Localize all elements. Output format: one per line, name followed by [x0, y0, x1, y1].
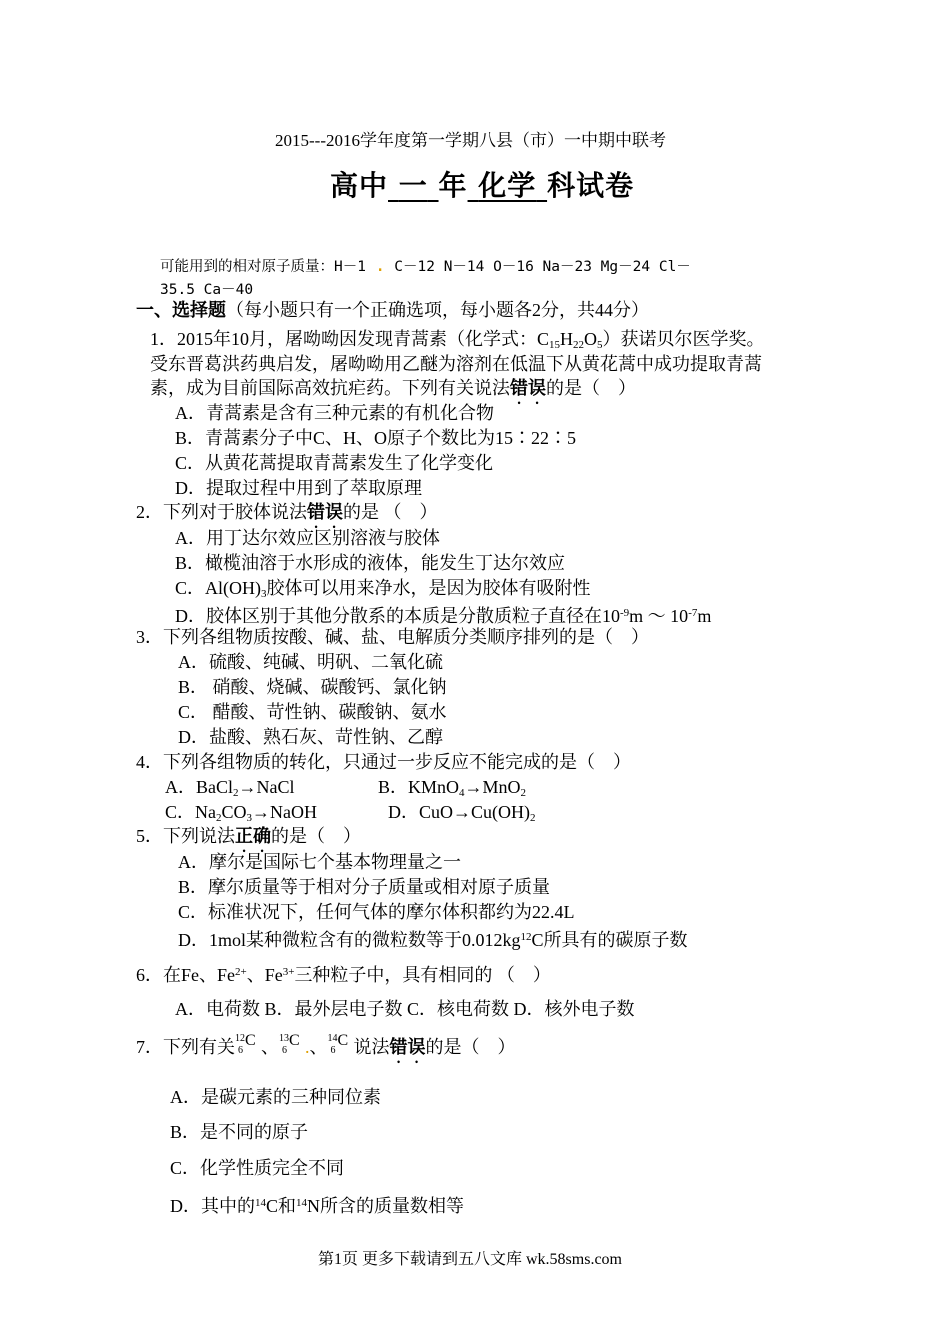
q1-stem-line1: 1．2015年10月，屠呦呦因发现青蒿素（化学式：$C_{15}H_{22}O_5$）获诺贝尔医学奖。: [150, 329, 765, 351]
exam-subtitle: 2015---2016学年度第一学期八县（市）一中期中联考: [275, 131, 666, 150]
atomic-masses-line1: 可能用到的相对原子质量：H－1 . C－12 N－14 O－16 Na－23 Mg－24 Cl－: [160, 255, 691, 276]
q3-option-c: C． 醋酸、苛性钠、碳酸钠、氨水: [178, 702, 447, 722]
isotope-c12: 12 6 C: [235, 1032, 256, 1056]
q2-option-b: B．橄榄油溶于水形成的液体，能发生丁达尔效应: [175, 553, 566, 573]
orange-mark: .: [305, 1037, 310, 1057]
section-heading: 一、选择题（每小题只有一个正确选项，每小题各2分，共44分）: [136, 300, 649, 320]
q7-option-c: C．化学性质完全不同: [170, 1158, 345, 1178]
q7-option-b: B．是不同的原子: [170, 1122, 309, 1142]
q4-option-c: C．$Na_2CO_3\to NaOH$: [165, 802, 318, 824]
q1-option-d: D．提取过程中用到了萃取原理: [175, 478, 422, 498]
q6-stem: 6．在Fe、$Fe^{2+}$、$Fe^{3+}$三种粒子中，具有相同的 （ ）: [136, 965, 551, 985]
q2-stem: 2．下列对于胶体说法错误的是 （ ）: [136, 502, 438, 522]
title-part2: 年: [438, 169, 468, 202]
q3-option-b: B． 硝酸、烧碱、碳酸钙、氯化钠: [178, 677, 447, 697]
q1-option-a: A．青蒿素是含有三种元素的有机化合物: [175, 403, 494, 423]
q1-option-c: C．从黄花蒿提取青蒿素发生了化学变化: [175, 453, 494, 473]
q7-option-d: D．其中的$^{14}$C和$^{14}$N所含的质量数相等: [170, 1196, 465, 1216]
q5-option-a: A．摩尔是国际七个基本物理量之一: [178, 852, 461, 872]
emphasis-error: 错误: [510, 378, 546, 398]
q5-option-b: B．摩尔质量等于相对分子质量或相对原子质量: [178, 877, 551, 897]
atomic-masses-line2: 35.5 Ca－40: [160, 282, 254, 298]
exam-title: [330, 164, 634, 204]
q3-option-a: A．硫酸、纯碱、明矾、二氧化硫: [178, 652, 443, 672]
q7-stem: 7．下列有关 12 6 C 、 13 6 C .、 14 6 C 说法错误的是（ ）: [136, 1032, 516, 1057]
title-part3: 科试卷: [547, 169, 635, 202]
q7-option-a: A．是碳元素的三种同位素: [170, 1087, 381, 1107]
q6-options: A．电荷数 B．最外层电子数 C．核电荷数 D．核外电子数: [175, 999, 635, 1019]
emphasis-error: 错误: [307, 502, 343, 522]
q2-option-c: C．$Al(OH)_3$胶体可以用来净水，是因为胶体有吸附性: [175, 578, 591, 600]
orange-mark: .: [374, 255, 386, 276]
title-subject-blank: 化学: [478, 169, 537, 202]
isotope-c14: 14 6 C: [327, 1032, 349, 1056]
q4-stem: 4．下列各组物质的转化，只通过一步反应不能完成的是（ ）: [136, 752, 631, 772]
q2-option-d: D．胶体区别于其他分散系的本质是分散质粒子直径在$10^{-9}m$ ～ $10^{-7}m$: [175, 606, 712, 626]
title-grade-blank: 一: [398, 169, 428, 202]
q4-option-b: B．KMnO$_4$→MnO$_2$: [378, 777, 527, 799]
q1-stem-line3: 素，成为目前国际高效抗疟药。下列有关说法错误的是（ ）: [150, 378, 636, 398]
q3-stem: 3．下列各组物质按酸、碱、盐、电解质分类顺序排列的是（ ）: [136, 627, 649, 647]
q4-option-a: A．BaCl$_2$→NaCl: [165, 777, 295, 799]
q4-option-d: D．$CuO\to Cu(OH)_2$: [388, 802, 536, 824]
title-part1: 高中: [330, 169, 389, 202]
q3-option-d: D．盐酸、熟石灰、苛性钠、乙醇: [178, 727, 443, 747]
page-footer: 第1页 更多下载请到五八文库 wk.58sms.com: [318, 1251, 623, 1268]
q2-option-a: A．用丁达尔效应区别溶液与胶体: [175, 528, 440, 548]
emphasis-correct: 正确: [235, 826, 271, 846]
q5-stem: 5．下列说法正确的是（ ）: [136, 826, 361, 846]
q1-stem-line2: 受东晋葛洪药典启发，屠呦呦用乙醚为溶剂在低温下从黄花蒿中成功提取青蒿: [150, 354, 762, 374]
q5-option-c: C．标准状况下，任何气体的摩尔体积都约为22.4L: [178, 902, 575, 922]
isotope-c13: 13 6 C: [279, 1032, 300, 1056]
emphasis-error: 错误: [389, 1037, 426, 1057]
q5-option-d: D．1mol某种微粒含有的微粒数等于$0.012kg^{12}C$所具有的碳原子数: [178, 930, 688, 950]
q1-option-b: B．青蒿素分子中C、H、O原子个数比为15∶22∶5: [175, 428, 577, 448]
